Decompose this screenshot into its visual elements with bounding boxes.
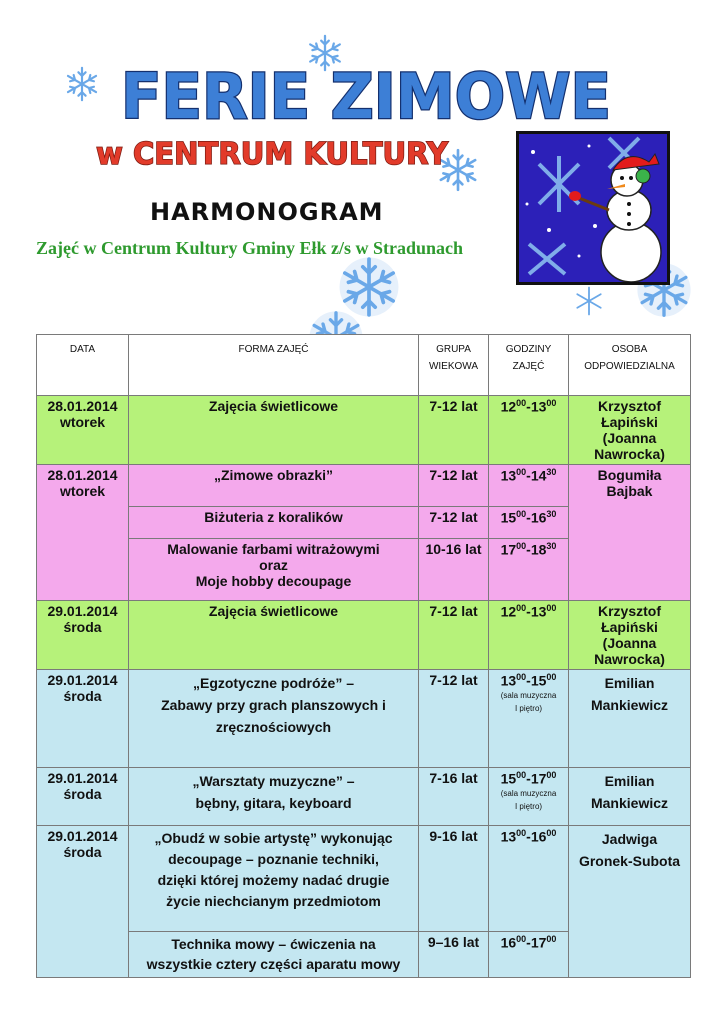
svg-text:FERIE ZIMOWE: FERIE ZIMOWE bbox=[121, 60, 611, 130]
hours-cell: $17^{00}-18^{30}$ bbox=[489, 539, 569, 601]
person-cell: Krzysztof Łapiński (Joanna Nawrocka) bbox=[569, 396, 691, 465]
date-cell: 29.01.2014 środa bbox=[37, 670, 129, 768]
schedule-table bbox=[36, 334, 691, 978]
header-group: GRUPA WIEKOWA bbox=[419, 335, 489, 396]
person-cell: Emilian Mankiewicz bbox=[569, 670, 691, 768]
table-header-row bbox=[37, 335, 691, 396]
form-cell: Biżuteria z koralików bbox=[129, 507, 419, 539]
table-row bbox=[37, 670, 691, 768]
snowflake-icon bbox=[64, 66, 100, 102]
group-cell: 7-12 lat bbox=[419, 507, 489, 539]
form-cell: „Zimowe obrazki” bbox=[129, 465, 419, 507]
form-cell: Zajęcia świetlicowe bbox=[129, 601, 419, 670]
header-date: DATA bbox=[37, 335, 129, 396]
group-cell: 7-12 lat bbox=[419, 465, 489, 507]
group-cell: 7-12 lat bbox=[419, 670, 489, 768]
hours-cell: $13^{00}-14^{30}$ bbox=[489, 465, 569, 507]
harmonogram-heading: HARMONOGRAM bbox=[150, 198, 384, 226]
snowman-image bbox=[516, 131, 670, 285]
hours-cell: $13^{00}-16^{00}$ bbox=[489, 826, 569, 932]
page-title bbox=[118, 60, 614, 130]
date-cell: 29.01.2014 środa bbox=[37, 768, 129, 826]
hours-cell: $13^{00}-15^{00}$ (sala muzyczna I piętro) bbox=[489, 670, 569, 768]
form-cell: „Egzotyczne podróże” – Zabawy przy grach planszowych i zręcznościowych bbox=[129, 670, 419, 768]
date-cell: 29.01.2014 środa bbox=[37, 601, 129, 670]
svg-text:w CENTRUM KULTURY: w CENTRUM KULTURY bbox=[96, 137, 450, 172]
table-row bbox=[37, 396, 691, 465]
date-cell: 29.01.2014 środa bbox=[37, 826, 129, 978]
snowman-icon bbox=[519, 134, 667, 282]
person-cell: Jadwiga Gronek-Subota bbox=[569, 826, 691, 978]
group-cell: 9-16 lat bbox=[419, 826, 489, 932]
date-cell: 28.01.2014 wtorek bbox=[37, 396, 129, 465]
person-cell: Bogumiła Bajbak bbox=[569, 465, 691, 601]
group-cell: 7-16 lat bbox=[419, 768, 489, 826]
snowflake-icon bbox=[574, 286, 604, 316]
date-cell: 28.01.2014 wtorek bbox=[37, 465, 129, 601]
form-cell: Zajęcia świetlicowe bbox=[129, 396, 419, 465]
hours-cell: $12^{00}-13^{00}$ bbox=[489, 396, 569, 465]
snowflake-icon bbox=[338, 256, 400, 318]
group-cell: 10-16 lat bbox=[419, 539, 489, 601]
header-form: FORMA ZAJĘĆ bbox=[129, 335, 419, 396]
hours-cell: $16^{00}-17^{00}$ bbox=[489, 932, 569, 978]
form-cell: „Warsztaty muzyczne” – bębny, gitara, keyboard bbox=[129, 768, 419, 826]
schedule-description: Zajęć w Centrum Kultury Gminy Ełk z/s w Stradunach bbox=[36, 238, 464, 258]
table-row bbox=[37, 768, 691, 826]
table-row bbox=[37, 826, 691, 932]
group-cell: 7-12 lat bbox=[419, 396, 489, 465]
table-row bbox=[37, 465, 691, 507]
hours-cell: $15^{00}-16^{30}$ bbox=[489, 507, 569, 539]
form-cell: „Obudź w sobie artystę” wykonując decoupage – poznanie techniki, dzięki której możemy nadać drugie życie niechcianym przedmiotom bbox=[129, 826, 419, 932]
group-cell: 9–16 lat bbox=[419, 932, 489, 978]
table-row bbox=[37, 601, 691, 670]
hours-cell: $15^{00}-17^{00}$ (sala muzyczna I piętro) bbox=[489, 768, 569, 826]
hours-cell: $12^{00}-13^{00}$ bbox=[489, 601, 569, 670]
header-hours: GODZINY ZAJĘĆ bbox=[489, 335, 569, 396]
page-subtitle bbox=[92, 133, 452, 173]
header-person: OSOBA ODPOWIEDZIALNA bbox=[569, 335, 691, 396]
form-cell: Malowanie farbami witrażowymi oraz Moje hobby decoupage bbox=[129, 539, 419, 601]
form-cell: Technika mowy – ćwiczenia na wszystkie cztery części aparatu mowy bbox=[129, 932, 419, 978]
person-cell: Krzysztof Łapiński (Joanna Nawrocka) bbox=[569, 601, 691, 670]
group-cell: 7-12 lat bbox=[419, 601, 489, 670]
person-cell: Emilian Mankiewicz bbox=[569, 768, 691, 826]
